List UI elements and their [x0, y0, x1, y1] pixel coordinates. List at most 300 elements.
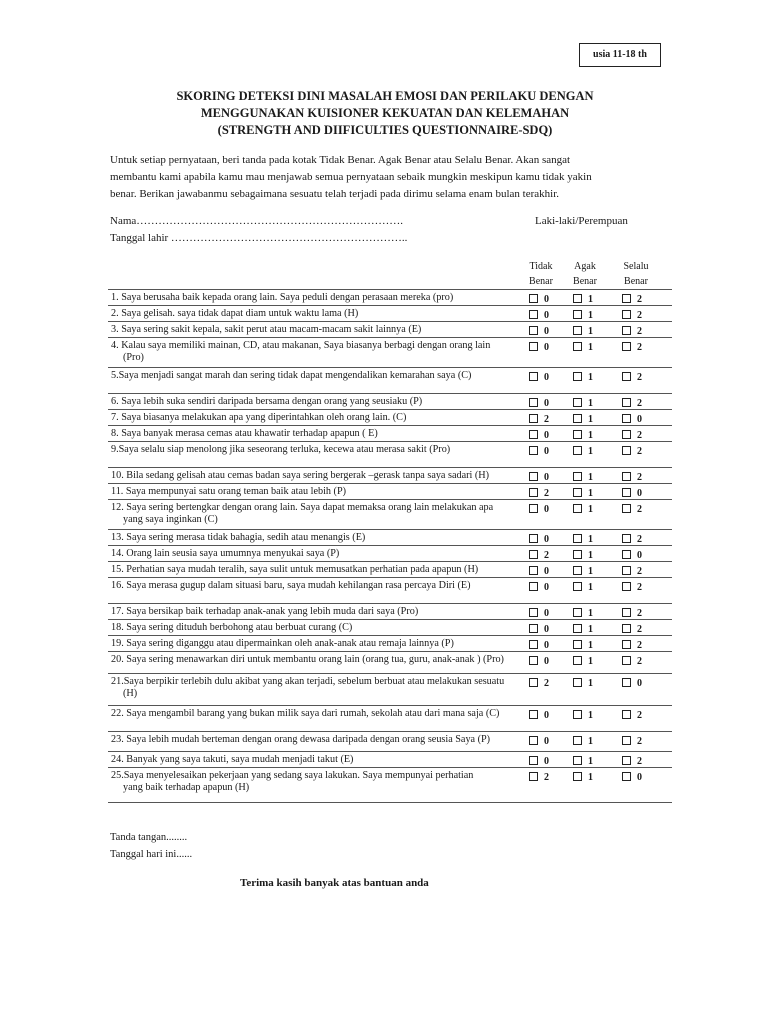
checkbox-icon[interactable]: [622, 488, 631, 497]
checkbox-icon[interactable]: [573, 736, 582, 745]
checkbox-icon[interactable]: [529, 678, 538, 687]
question-row: [108, 321, 672, 337]
question-text: [111, 370, 516, 382]
answer-option[interactable]: [529, 550, 549, 561]
answer-option[interactable]: [622, 608, 642, 619]
checkbox-icon[interactable]: [573, 430, 582, 439]
score-value: 2: [637, 472, 642, 483]
answer-option[interactable]: [622, 342, 642, 353]
answer-option[interactable]: [622, 534, 642, 545]
checkbox-icon[interactable]: [529, 710, 538, 719]
question-row: [108, 651, 672, 673]
score-value: 2: [637, 372, 642, 383]
checkbox-icon[interactable]: [573, 414, 582, 423]
checkbox-icon[interactable]: [622, 656, 631, 665]
answer-option[interactable]: [529, 430, 549, 441]
answer-option[interactable]: [573, 326, 593, 337]
question-row: [108, 441, 672, 467]
checkbox-icon[interactable]: [622, 326, 631, 335]
score-value: 2: [544, 414, 549, 425]
score-value: 1: [588, 430, 593, 441]
checkbox-icon[interactable]: [529, 656, 538, 665]
score-value: 1: [588, 398, 593, 409]
question-text: [111, 622, 516, 634]
question-text-line: (Pro): [123, 352, 144, 363]
checkbox-icon[interactable]: [529, 736, 538, 745]
question-text: [111, 548, 516, 560]
checkbox-icon[interactable]: [622, 624, 631, 633]
answer-option[interactable]: [622, 624, 642, 635]
answer-option[interactable]: [622, 566, 642, 577]
checkbox-icon[interactable]: [529, 566, 538, 575]
instruction-line: Untuk setiap pernyataan, beri tanda pada kotak Tidak Benar. Agak Benar atau Selalu Benar. Akan sangat: [110, 154, 571, 166]
score-value: 1: [588, 534, 593, 545]
question-text: [111, 412, 516, 424]
answer-option[interactable]: [622, 414, 642, 425]
score-value: 1: [588, 504, 593, 515]
question-row: [108, 705, 672, 731]
question-text-line: 25.Saya menyelesaikan pekerjaan yang sedang saya lakukan. Saya mempunyai perhatian: [111, 770, 474, 781]
score-value: 2: [637, 430, 642, 441]
question-row: [108, 393, 672, 409]
score-value: 0: [544, 446, 549, 457]
score-value: 2: [637, 624, 642, 635]
answer-option[interactable]: [622, 294, 642, 305]
checkbox-icon[interactable]: [622, 534, 631, 543]
answer-option[interactable]: [573, 310, 593, 321]
checkbox-icon[interactable]: [573, 488, 582, 497]
answer-option[interactable]: [622, 656, 642, 667]
answer-option[interactable]: [622, 398, 642, 409]
question-text: [111, 340, 516, 364]
checkbox-icon[interactable]: [573, 772, 582, 781]
score-value: 1: [588, 678, 593, 689]
answer-option[interactable]: [573, 656, 593, 667]
answer-option[interactable]: [622, 756, 642, 767]
answer-option[interactable]: [573, 582, 593, 593]
checkbox-icon[interactable]: [573, 446, 582, 455]
question-row: [108, 483, 672, 499]
answer-option[interactable]: [573, 710, 593, 721]
question-text-line: 22. Saya mengambil barang yang bukan milik saya dari rumah, sekolah atau dari mana saja (C): [111, 708, 500, 719]
checkbox-icon[interactable]: [622, 294, 631, 303]
question-text-line: 16. Saya merasa gugup dalam situasi baru, saya mudah kehilangan rasa percaya Diri (E): [111, 580, 471, 591]
answer-option[interactable]: [529, 736, 549, 747]
question-row: [108, 289, 672, 305]
score-value: 1: [588, 342, 593, 353]
birthdate-field[interactable]: Tanggal lahir ………………………………………………………..: [110, 232, 408, 244]
checkbox-icon[interactable]: [622, 430, 631, 439]
score-value: 0: [544, 342, 549, 353]
question-text: [111, 502, 516, 526]
question-text: [111, 444, 516, 456]
score-value: 2: [544, 488, 549, 499]
answer-option[interactable]: [573, 772, 593, 783]
gender-field[interactable]: Laki-laki/Perempuan: [535, 215, 628, 227]
answer-option[interactable]: [529, 310, 549, 321]
age-label: usia 11-18 th: [579, 43, 661, 67]
question-row: [108, 635, 672, 651]
question-row: [108, 467, 672, 483]
date-today-field[interactable]: Tanggal hari ini......: [110, 849, 193, 860]
checkbox-icon[interactable]: [573, 326, 582, 335]
answer-option[interactable]: [622, 772, 642, 783]
question-row: [108, 305, 672, 321]
question-row: [108, 619, 672, 635]
column-header-tidak-benar: Tidak Benar: [529, 261, 553, 287]
score-value: 2: [637, 736, 642, 747]
answer-option[interactable]: [622, 430, 642, 441]
score-value: 1: [588, 736, 593, 747]
question-text: [111, 770, 516, 794]
answer-option[interactable]: [529, 656, 549, 667]
checkbox-icon[interactable]: [529, 398, 538, 407]
answer-option[interactable]: [573, 550, 593, 561]
question-row: [108, 367, 672, 393]
checkbox-icon[interactable]: [622, 342, 631, 351]
answer-option[interactable]: [573, 608, 593, 619]
checkbox-icon[interactable]: [573, 534, 582, 543]
score-value: 0: [544, 736, 549, 747]
answer-option[interactable]: [573, 472, 593, 483]
question-text-line: 2. Saya gelisah. saya tidak dapat diam untuk waktu lama (H): [111, 308, 359, 319]
score-value: 1: [588, 608, 593, 619]
checkbox-icon[interactable]: [529, 414, 538, 423]
checkbox-icon[interactable]: [622, 772, 631, 781]
answer-option[interactable]: [573, 488, 593, 499]
answer-option[interactable]: [529, 678, 549, 689]
answer-option[interactable]: [529, 504, 549, 515]
answer-option[interactable]: [529, 414, 549, 425]
score-value: 1: [588, 772, 593, 783]
answer-option[interactable]: [622, 372, 642, 383]
answer-option[interactable]: [622, 472, 642, 483]
answer-option[interactable]: [573, 342, 593, 353]
score-value: 2: [544, 550, 549, 561]
question-row: [108, 603, 672, 619]
checkbox-icon[interactable]: [622, 640, 631, 649]
question-text: [111, 292, 516, 304]
score-value: 1: [588, 756, 593, 767]
instruction-line: benar. Berikan jawabanmu sebagaimana sesuatu telah terjadi pada dirimu selama enam bulan terakhir.: [110, 188, 559, 200]
checkbox-icon[interactable]: [529, 504, 538, 513]
checkbox-icon[interactable]: [622, 472, 631, 481]
question-row: [108, 529, 672, 545]
column-header-selalu-benar: Selalu Benar: [623, 261, 649, 287]
answer-option[interactable]: [529, 756, 549, 767]
question-text: [111, 324, 516, 336]
checkbox-icon[interactable]: [529, 472, 538, 481]
score-value: 2: [637, 566, 642, 577]
question-row: [108, 751, 672, 767]
checkbox-icon[interactable]: [529, 326, 538, 335]
score-value: 2: [637, 656, 642, 667]
question-row: [108, 767, 672, 803]
instructions: [110, 152, 650, 203]
checkbox-icon[interactable]: [529, 550, 538, 559]
answer-option[interactable]: [529, 624, 549, 635]
answer-option[interactable]: [573, 624, 593, 635]
checkbox-icon[interactable]: [573, 710, 582, 719]
checkbox-icon[interactable]: [622, 372, 631, 381]
checkbox-icon[interactable]: [573, 472, 582, 481]
answer-option[interactable]: [529, 294, 549, 305]
instruction-line: membantu kami apabila kamu mau menjawab semua pernyataan sebaik mungkin meskipun kamu tidak yakin: [110, 171, 592, 183]
answer-option[interactable]: [622, 550, 642, 561]
checkbox-icon[interactable]: [529, 310, 538, 319]
checkbox-icon[interactable]: [573, 398, 582, 407]
score-value: 0: [637, 488, 642, 499]
checkbox-icon[interactable]: [573, 342, 582, 351]
checkbox-icon[interactable]: [622, 756, 631, 765]
checkbox-icon[interactable]: [622, 446, 631, 455]
score-value: 0: [544, 656, 549, 667]
question-text-line: 11. Saya mempunyai satu orang teman baik atau lebih (P): [111, 486, 347, 497]
score-value: 0: [544, 398, 549, 409]
checkbox-icon[interactable]: [622, 736, 631, 745]
score-value: 2: [637, 534, 642, 545]
question-text-line: 19. Saya sering diganggu atau dipermainkan oleh anak-anak atau remaja lainnya (P): [111, 638, 454, 649]
question-text-line: yang saya inginkan (C): [123, 514, 218, 525]
score-value: 2: [637, 326, 642, 337]
score-value: 0: [544, 582, 549, 593]
score-value: 0: [544, 710, 549, 721]
answer-option[interactable]: [573, 398, 593, 409]
answer-option[interactable]: [573, 446, 593, 457]
score-value: 1: [588, 472, 593, 483]
checkbox-icon[interactable]: [622, 582, 631, 591]
question-row: [108, 425, 672, 441]
answer-option[interactable]: [622, 678, 642, 689]
answer-option[interactable]: [622, 488, 642, 499]
checkbox-icon[interactable]: [622, 310, 631, 319]
score-value: 0: [544, 326, 549, 337]
answer-option[interactable]: [573, 372, 593, 383]
signature-field[interactable]: Tanda tangan........: [110, 832, 188, 843]
checkbox-icon[interactable]: [622, 566, 631, 575]
answer-option[interactable]: [529, 472, 549, 483]
checkbox-icon[interactable]: [573, 756, 582, 765]
checkbox-icon[interactable]: [622, 678, 631, 687]
score-value: 2: [637, 294, 642, 305]
score-value: 0: [637, 550, 642, 561]
answer-option[interactable]: [573, 736, 593, 747]
answer-option[interactable]: [622, 640, 642, 651]
answer-option[interactable]: [573, 430, 593, 441]
score-value: 1: [588, 488, 593, 499]
question-text-line: 5.Saya menjadi sangat marah dan sering tidak dapat mengendalikan kemarahan saya (C): [111, 370, 472, 381]
checkbox-icon[interactable]: [573, 608, 582, 617]
checkbox-icon[interactable]: [622, 608, 631, 617]
answer-option[interactable]: [529, 398, 549, 409]
title-line: (STRENGTH AND DIIFICULTIES QUESTIONNAIRE-SDQ): [217, 123, 553, 137]
answer-option[interactable]: [622, 504, 642, 515]
checkbox-icon[interactable]: [529, 294, 538, 303]
checkbox-icon[interactable]: [529, 446, 538, 455]
question-text-line: 12. Saya sering bertengkar dengan orang lain. Saya dapat memaksa orang lain melakukan apa: [111, 502, 494, 513]
answer-option[interactable]: [573, 414, 593, 425]
answer-option[interactable]: [622, 710, 642, 721]
checkbox-icon[interactable]: [573, 294, 582, 303]
score-value: 2: [637, 504, 642, 515]
question-text-line: yang baik terhadap apapun (H): [123, 782, 250, 793]
question-text: [111, 606, 516, 618]
checkbox-icon[interactable]: [529, 582, 538, 591]
question-text: [111, 486, 516, 498]
question-text: [111, 734, 516, 746]
checkbox-icon[interactable]: [529, 772, 538, 781]
question-row: [108, 731, 672, 751]
checkbox-icon[interactable]: [529, 608, 538, 617]
question-text-line: (H): [123, 688, 138, 699]
score-value: 0: [637, 414, 642, 425]
checkbox-icon[interactable]: [573, 504, 582, 513]
score-value: 2: [637, 756, 642, 767]
checkbox-icon[interactable]: [573, 372, 582, 381]
checkbox-icon[interactable]: [529, 624, 538, 633]
question-text-line: 21.Saya berpikir terlebih dulu akibat yang akan terjadi, sebelum berbuat atau melakukan sesuatu: [111, 676, 505, 687]
question-row: [108, 499, 672, 529]
answer-option[interactable]: [573, 756, 593, 767]
question-text: [111, 532, 516, 544]
score-value: 1: [588, 294, 593, 305]
answer-option[interactable]: [529, 608, 549, 619]
checkbox-icon[interactable]: [573, 656, 582, 665]
score-value: 2: [637, 640, 642, 651]
score-value: 1: [588, 640, 593, 651]
score-value: 1: [588, 446, 593, 457]
answer-option[interactable]: [573, 294, 593, 305]
checkbox-icon[interactable]: [622, 398, 631, 407]
question-text-line: 1. Saya berusaha baik kepada orang lain. Saya peduli dengan perasaan mereka (pro): [111, 292, 454, 303]
score-value: 0: [544, 640, 549, 651]
column-header-agak-benar: Agak Benar: [573, 261, 597, 287]
answer-option[interactable]: [622, 582, 642, 593]
checkbox-icon[interactable]: [622, 550, 631, 559]
question-text-line: 15. Perhatian saya mudah teralih, saya sulit untuk memusatkan perhatian pada apapun (H): [111, 564, 479, 575]
checkbox-icon[interactable]: [529, 342, 538, 351]
question-text: [111, 754, 516, 766]
checkbox-icon[interactable]: [573, 640, 582, 649]
score-value: 1: [588, 326, 593, 337]
score-value: 2: [637, 310, 642, 321]
question-text-line: 10. Bila sedang gelisah atau cemas badan saya sering bergerak –gerask tanpa saya sadari (H): [111, 470, 490, 481]
score-value: 2: [637, 710, 642, 721]
question-text: [111, 638, 516, 650]
score-value: 2: [544, 678, 549, 689]
answer-option[interactable]: [529, 372, 549, 383]
score-value: 1: [588, 710, 593, 721]
score-value: 1: [588, 582, 593, 593]
score-value: 1: [588, 550, 593, 561]
checkbox-icon[interactable]: [573, 550, 582, 559]
answer-option[interactable]: [622, 736, 642, 747]
score-value: 0: [544, 430, 549, 441]
question-text-line: 23. Saya lebih mudah berteman dengan orang dewasa daripada dengan orang seusia Saya (P): [111, 734, 491, 745]
score-value: 2: [637, 582, 642, 593]
question-text-line: 7. Saya biasanya melakukan apa yang diperintahkan oleh orang lain. (C): [111, 412, 407, 423]
question-text-line: 8. Saya banyak merasa cemas atau khawatir terhadap apapun ( E): [111, 428, 378, 439]
title-line: MENGGUNAKAN KUISIONER KEKUATAN DAN KELEMAHAN: [200, 106, 570, 120]
question-row: [108, 545, 672, 561]
answer-option[interactable]: [529, 582, 549, 593]
question-text: [111, 708, 516, 720]
answer-option[interactable]: [622, 310, 642, 321]
score-value: 0: [544, 294, 549, 305]
checkbox-icon[interactable]: [573, 310, 582, 319]
answer-option[interactable]: [622, 326, 642, 337]
question-text: [111, 676, 516, 700]
question-text: [111, 654, 516, 666]
checkbox-icon[interactable]: [529, 534, 538, 543]
answer-option[interactable]: [573, 504, 593, 515]
question-text-line: 3. Saya sering sakit kepala, sakit perut atau macam-macam sakit lainnya (E): [111, 324, 422, 335]
answer-option[interactable]: [529, 772, 549, 783]
answer-option[interactable]: [573, 640, 593, 651]
checkbox-icon[interactable]: [529, 756, 538, 765]
question-text: [111, 470, 516, 482]
answer-option[interactable]: [573, 566, 593, 577]
question-text: [111, 564, 516, 576]
score-value: 2: [544, 772, 549, 783]
score-value: 2: [637, 446, 642, 457]
checkbox-icon[interactable]: [529, 430, 538, 439]
score-value: 2: [637, 608, 642, 619]
score-value: 0: [544, 624, 549, 635]
checkbox-icon[interactable]: [529, 488, 538, 497]
score-value: 0: [544, 608, 549, 619]
question-text-line: 18. Saya sering dituduh berbohong atau berbuat curang (C): [111, 622, 353, 633]
checkbox-icon[interactable]: [622, 504, 631, 513]
question-text-line: 6. Saya lebih suka sendiri daripada bersama dengan orang yang seusiaku (P): [111, 396, 423, 407]
score-value: 1: [588, 310, 593, 321]
score-value: 0: [544, 534, 549, 545]
checkbox-icon[interactable]: [529, 372, 538, 381]
answer-option[interactable]: [529, 326, 549, 337]
name-field[interactable]: Nama……………………………………………………………….: [110, 215, 404, 227]
question-text-line: 4. Kalau saya memiliki mainan, CD, atau makanan, Saya biasanya berbagi dengan orang lain: [111, 340, 491, 351]
score-value: 1: [588, 656, 593, 667]
question-text-line: 9.Saya selalu siap menolong jika seseorang terluka, kecewa atau merasa sakit (Pro): [111, 444, 451, 455]
checkbox-icon[interactable]: [622, 710, 631, 719]
checkbox-icon[interactable]: [622, 414, 631, 423]
score-value: 2: [637, 342, 642, 353]
answer-option[interactable]: [529, 640, 549, 651]
question-text: [111, 580, 516, 592]
score-value: 0: [544, 566, 549, 577]
answer-option[interactable]: [529, 342, 549, 353]
checkbox-icon[interactable]: [529, 640, 538, 649]
question-text-line: 24. Banyak yang saya takuti, saya mudah menjadi takut (E): [111, 754, 354, 765]
answer-option[interactable]: [529, 488, 549, 499]
answer-option[interactable]: [529, 534, 549, 545]
answer-option[interactable]: [529, 566, 549, 577]
checkbox-icon[interactable]: [573, 678, 582, 687]
checkbox-icon[interactable]: [573, 566, 582, 575]
answer-option[interactable]: [529, 710, 549, 721]
checkbox-icon[interactable]: [573, 582, 582, 591]
score-value: 1: [588, 372, 593, 383]
score-value: 0: [544, 472, 549, 483]
answer-option[interactable]: [573, 534, 593, 545]
score-value: 0: [544, 310, 549, 321]
answer-option[interactable]: [573, 678, 593, 689]
answer-option[interactable]: [529, 446, 549, 457]
question-text: [111, 396, 516, 408]
answer-option[interactable]: [622, 446, 642, 457]
question-row: [108, 673, 672, 705]
checkbox-icon[interactable]: [573, 624, 582, 633]
